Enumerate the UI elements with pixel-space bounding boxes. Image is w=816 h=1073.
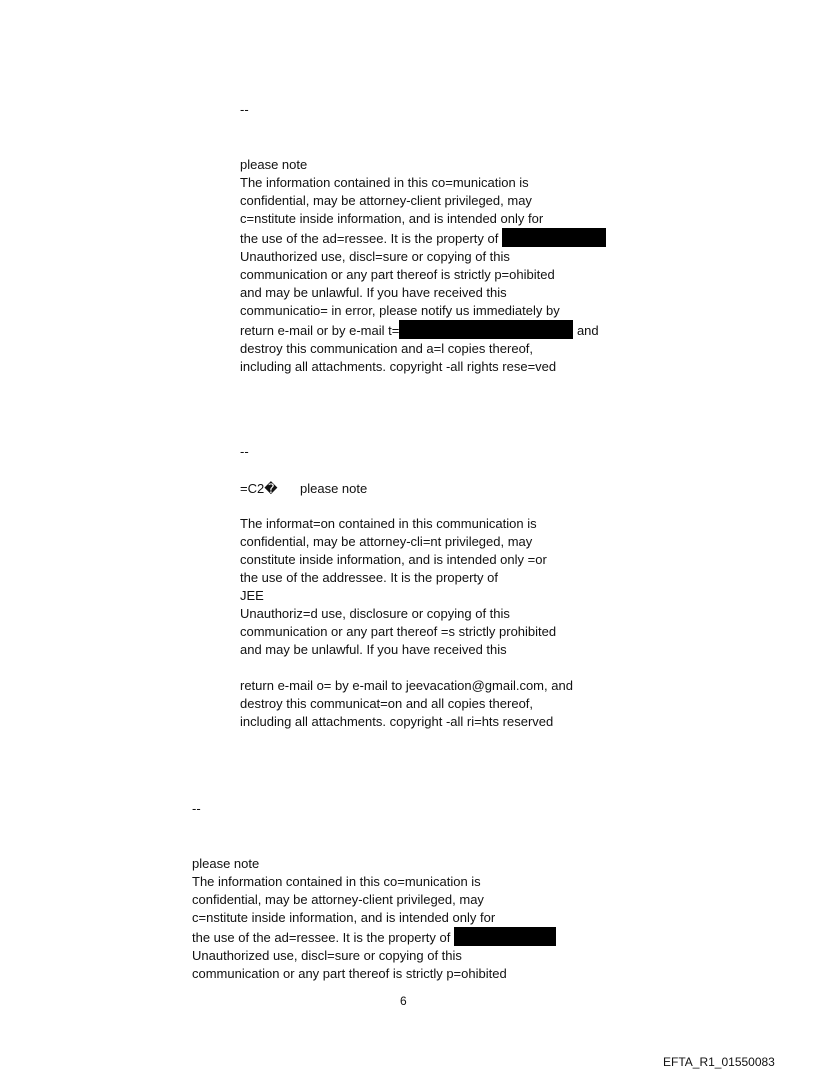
- text-line: confidential, may be attorney-client privileged, may: [192, 892, 484, 907]
- text-line: Unauthorized use, discl=sure or copying of this: [192, 948, 462, 963]
- text-line: c=nstitute inside information, and is intended only for: [240, 211, 544, 226]
- please-note-label: please note: [300, 481, 368, 496]
- text-line: destroy this communicat=on and all copies thereof,: [240, 696, 534, 711]
- text-line: the use of the addressee. It is the property of: [240, 570, 498, 585]
- page-number: 6: [400, 994, 407, 1008]
- text-line: confidential, may be attorney-cli=nt privileged, may: [240, 534, 533, 549]
- text-line: Unauthorized use, discl=sure or copying of this: [240, 249, 510, 264]
- separator-1: --: [240, 102, 249, 117]
- text-line: and may be unlawful. If you have received this: [240, 285, 507, 300]
- text-line: return e-mail o= by e-mail to jeevacation@gmail.com, and: [240, 678, 573, 693]
- text-line: communication or any part thereof is strictly p=ohibited: [240, 267, 555, 282]
- text-line: including all attachments. copyright -all ri=hts reserved: [240, 714, 554, 729]
- text-line: [240, 320, 606, 340]
- separator-3: --: [192, 801, 201, 816]
- document-id: EFTA_R1_01550083: [663, 1055, 775, 1069]
- encoded-prefix: =C2�: [240, 481, 278, 496]
- separator-2: --: [240, 444, 249, 459]
- text-segment: return e-mail or by e-mail t=: [240, 323, 400, 338]
- text-line: The informat=on contained in this communication is: [240, 516, 537, 531]
- text-segment: the use of the ad=ressee. It is the property of: [192, 930, 451, 945]
- disclaimer-block-2: [240, 515, 556, 659]
- disclaimer-block-2-tail: [240, 677, 573, 731]
- text-line: communication or any part thereof is strictly p=ohibited: [192, 966, 507, 981]
- redaction-box: [454, 927, 556, 946]
- text-line: Unauthoriz=d use, disclosure or copying of this: [240, 606, 510, 621]
- text-line: [240, 228, 606, 248]
- text-line: confidential, may be attorney-client privileged, may: [240, 193, 532, 208]
- text-line: communicatio= in error, please notify us immediately by: [240, 303, 560, 318]
- redaction-box: [502, 228, 606, 247]
- please-note-line: [240, 480, 367, 498]
- text-line: The information contained in this co=munication is: [192, 874, 481, 889]
- text-segment: and: [576, 323, 599, 338]
- text-line: please note: [240, 157, 308, 172]
- text-line: destroy this communication and a=l copies thereof,: [240, 341, 534, 356]
- text-line: please note: [192, 856, 260, 871]
- text-line: c=nstitute inside information, and is intended only for: [192, 910, 496, 925]
- text-segment: the use of the ad=ressee. It is the property of: [240, 231, 499, 246]
- text-line: communication or any part thereof =s strictly prohibited: [240, 624, 557, 639]
- disclaimer-block-3: [192, 855, 556, 983]
- text-line: JEE: [240, 588, 264, 603]
- text-line: including all attachments. copyright -all rights rese=ved: [240, 359, 557, 374]
- text-line: and may be unlawful. If you have received this: [240, 642, 507, 657]
- text-line: The information contained in this co=munication is: [240, 175, 529, 190]
- redaction-box: [399, 320, 573, 339]
- text-line: constitute inside information, and is intended only =or: [240, 552, 547, 567]
- disclaimer-block-1: [240, 156, 606, 376]
- text-line: [192, 927, 556, 947]
